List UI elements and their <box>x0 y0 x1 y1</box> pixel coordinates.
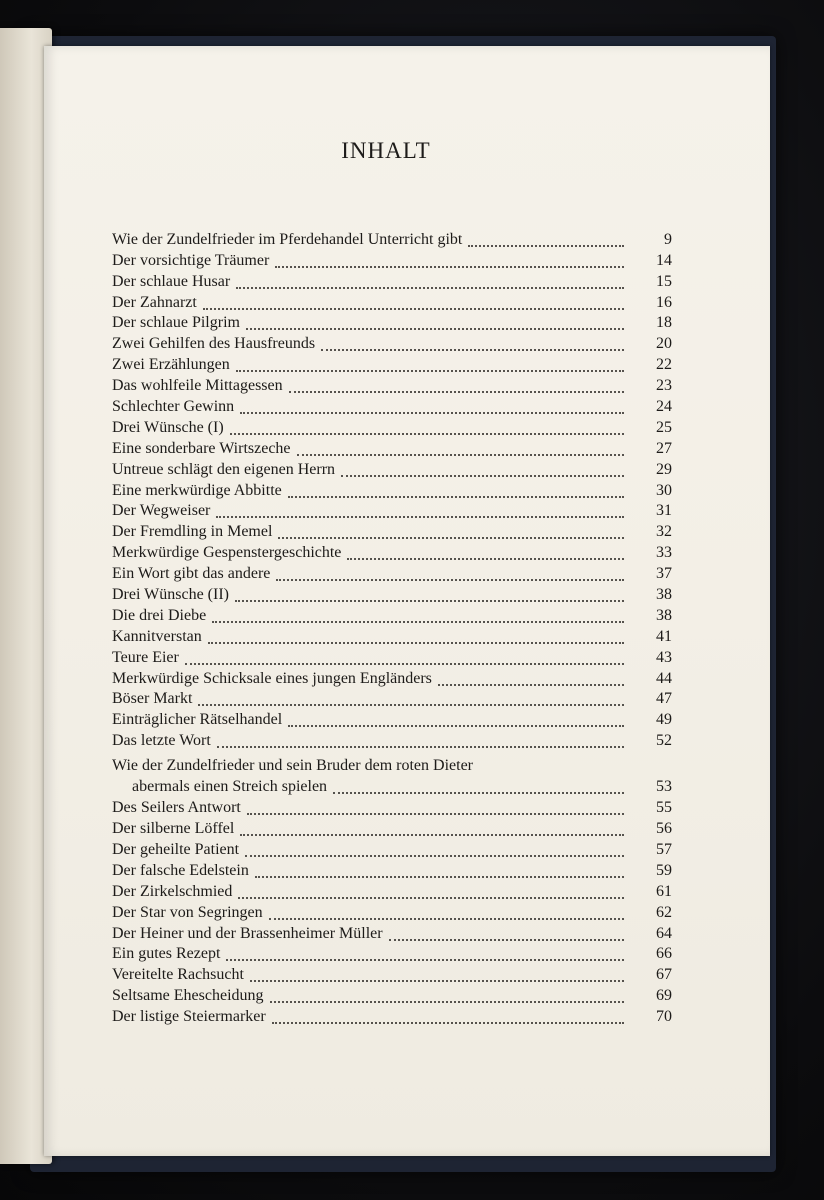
toc-entry <box>112 333 672 354</box>
toc-entry-page: 22 <box>656 356 672 374</box>
toc-entry-title-line2: abermals einen Streich spielen <box>132 778 328 796</box>
toc-entry-title: Der Wegweiser <box>112 502 211 520</box>
toc-entry-title: Kannitverstan <box>112 627 202 645</box>
toc-entry-title: Zwei Erzählungen <box>112 356 230 374</box>
dot-leader <box>236 356 624 372</box>
dot-leader <box>297 440 624 456</box>
toc-entry-title: Untreue schlägt den eigenen Herrn <box>112 460 336 478</box>
dot-leader <box>235 586 624 602</box>
toc-entry-page: 32 <box>656 523 672 541</box>
toc-entry <box>112 229 672 250</box>
toc-entry <box>112 647 672 668</box>
toc-entry <box>112 985 672 1006</box>
toc-entry-page: 62 <box>656 903 672 921</box>
dot-leader <box>276 565 624 581</box>
toc-entry-title: Drei Wünsche (II) <box>112 586 229 604</box>
toc-entry-page: 53 <box>656 778 672 796</box>
toc-entry-title: Der Star von Segringen <box>112 903 263 921</box>
toc-entry <box>112 839 672 860</box>
toc-entry <box>112 751 672 797</box>
toc-entry-page: 25 <box>656 418 672 436</box>
toc-entry-continuation <box>112 777 672 797</box>
dot-leader <box>245 841 624 857</box>
toc-entry-page: 64 <box>656 924 672 942</box>
toc-entry-page: 70 <box>656 1008 672 1026</box>
toc-entry-page: 66 <box>656 945 672 963</box>
toc-entry <box>112 271 672 292</box>
toc-entry-title: Seltsame Ehescheidung <box>112 987 264 1005</box>
toc-entry-title: Eine sonderbare Wirtszeche <box>112 439 291 457</box>
toc-entry-page: 31 <box>656 502 672 520</box>
toc-entry <box>112 797 672 818</box>
toc-entry <box>112 250 672 271</box>
dot-leader <box>238 883 624 899</box>
toc-entry-title: Wie der Zundelfrieder im Pferdehandel Unterricht gibt <box>112 230 463 248</box>
dot-leader <box>270 987 624 1003</box>
toc-entry <box>112 584 672 605</box>
toc-entry-title: Das letzte Wort <box>112 732 211 750</box>
dot-leader <box>275 252 624 268</box>
dot-leader <box>217 732 624 748</box>
toc-entry-title: Der vorsichtige Träumer <box>112 251 270 269</box>
toc-entry-page: 14 <box>656 251 672 269</box>
toc-entry-page: 24 <box>656 398 672 416</box>
toc-entry-page: 38 <box>656 606 672 624</box>
toc-entry-title: Der listige Steiermarker <box>112 1008 266 1026</box>
toc-entry <box>112 354 672 375</box>
dot-leader <box>288 711 624 727</box>
page-title: INHALT <box>341 138 431 163</box>
toc-entry-page: 47 <box>656 690 672 708</box>
toc-entry-page: 69 <box>656 987 672 1005</box>
toc-entry-title: Der schlaue Pilgrim <box>112 314 240 332</box>
toc-entry-title: Der falsche Edelstein <box>112 861 249 879</box>
toc-entry-title: Vereitelte Rachsucht <box>112 966 244 984</box>
dot-leader <box>230 419 624 435</box>
dot-leader <box>289 377 624 393</box>
dot-leader <box>226 945 624 961</box>
toc-entry-title: Ein Wort gibt das andere <box>112 565 271 583</box>
toc-entry-title: Merkwürdige Schicksale eines jungen Engländers <box>112 669 432 687</box>
dot-leader <box>198 690 624 706</box>
toc-entry-page: 59 <box>656 861 672 879</box>
toc-entry-page: 49 <box>656 711 672 729</box>
dot-leader <box>347 544 624 560</box>
toc-entry <box>112 668 672 689</box>
toc-entry-title: Einträglicher Rätselhandel <box>112 711 283 729</box>
toc-entry <box>112 881 672 902</box>
toc-entry-title: Wie der Zundelfrieder und sein Bruder dem roten Dieter <box>112 757 473 775</box>
toc-entry-title: Merkwürdige Gespenstergeschichte <box>112 544 342 562</box>
toc-entry-title: Der Zirkelschmied <box>112 882 233 900</box>
dot-leader <box>240 398 624 414</box>
dot-leader <box>255 862 624 878</box>
toc-entry-title: Der geheilte Patient <box>112 840 240 858</box>
toc-entry-title: Der Fremdling in Memel <box>112 523 273 541</box>
toc-entry <box>112 521 672 542</box>
toc-entry-page: 57 <box>656 840 672 858</box>
dot-leader <box>278 523 624 539</box>
book-page <box>44 46 770 1156</box>
toc-entry <box>112 396 672 417</box>
toc-entry <box>112 605 672 626</box>
dot-leader <box>438 670 624 686</box>
toc-entry <box>112 542 672 563</box>
toc-entry-page: 15 <box>656 272 672 290</box>
dot-leader <box>389 925 624 941</box>
toc-entry-page: 67 <box>656 966 672 984</box>
toc-entry <box>112 375 672 396</box>
toc-entry-page: 37 <box>656 565 672 583</box>
toc-entry-title: Des Seilers Antwort <box>112 799 241 817</box>
toc-entry <box>112 563 672 584</box>
toc-entry <box>112 818 672 839</box>
dot-leader <box>216 502 624 518</box>
dot-leader <box>236 273 624 289</box>
toc-entry-page: 43 <box>656 648 672 666</box>
toc-entry <box>112 902 672 923</box>
dot-leader <box>212 607 624 623</box>
toc-entry-page: 52 <box>656 732 672 750</box>
toc-entry-page: 41 <box>656 627 672 645</box>
toc-entry-title: Der Zahnarzt <box>112 293 197 311</box>
toc-entry-page: 33 <box>656 544 672 562</box>
toc-entry-page: 27 <box>656 439 672 457</box>
toc-entry <box>112 417 672 438</box>
dot-leader <box>333 778 624 794</box>
toc-entry-page: 44 <box>656 669 672 687</box>
toc-entry <box>112 689 672 710</box>
dot-leader <box>246 314 624 330</box>
toc-entry-page: 61 <box>656 882 672 900</box>
dot-leader <box>321 335 624 351</box>
toc-entry-title: Der Heiner und der Brassenheimer Müller <box>112 924 383 942</box>
toc-entry-title: Die drei Diebe <box>112 606 207 624</box>
dot-leader <box>288 482 624 498</box>
toc-entry <box>112 923 672 944</box>
dot-leader <box>250 966 624 982</box>
dot-leader <box>208 628 624 644</box>
toc-entry <box>112 626 672 647</box>
toc-entry-title: Schlechter Gewinn <box>112 398 235 416</box>
toc-entry <box>112 438 672 459</box>
toc-entry-title: Teure Eier <box>112 648 179 666</box>
toc-entry <box>112 480 672 501</box>
toc-entry-page: 16 <box>656 293 672 311</box>
toc-entry <box>112 292 672 313</box>
toc-entry-page: 18 <box>656 314 672 332</box>
toc-entry-title: Drei Wünsche (I) <box>112 418 224 436</box>
toc-entry-page: 29 <box>656 460 672 478</box>
toc-entry <box>112 709 672 730</box>
toc-entry <box>112 730 672 751</box>
toc-entry-page: 23 <box>656 377 672 395</box>
dot-leader <box>341 461 624 477</box>
toc-entry <box>112 860 672 881</box>
toc-entry-title: Der schlaue Husar <box>112 272 231 290</box>
toc-entry-title: Das wohlfeile Mittagessen <box>112 377 283 395</box>
toc-entry <box>112 944 672 965</box>
toc-entry-title: Böser Markt <box>112 690 193 708</box>
toc-entry-title: Der silberne Löffel <box>112 820 235 838</box>
toc-entry-page: 38 <box>656 586 672 604</box>
dot-leader <box>203 294 624 310</box>
toc-entry <box>112 459 672 480</box>
dot-leader <box>468 231 624 247</box>
toc-entry-page: 56 <box>656 820 672 838</box>
toc-entry-page: 30 <box>656 481 672 499</box>
dot-leader <box>247 799 624 815</box>
table-of-contents <box>112 229 672 1027</box>
dot-leader <box>269 904 624 920</box>
dot-leader <box>272 1008 624 1024</box>
toc-entry <box>112 1006 672 1027</box>
toc-entry <box>112 964 672 985</box>
dot-leader <box>240 820 624 836</box>
toc-entry-title: Ein gutes Rezept <box>112 945 221 963</box>
toc-entry-title: Eine merkwürdige Abbitte <box>112 481 282 499</box>
toc-entry-title: Zwei Gehilfen des Hausfreunds <box>112 335 316 353</box>
toc-entry <box>112 501 672 522</box>
toc-entry <box>112 313 672 334</box>
toc-entry-page: 20 <box>656 335 672 353</box>
toc-entry-page: 9 <box>664 230 672 248</box>
dot-leader <box>185 649 624 665</box>
toc-entry-page: 55 <box>656 799 672 817</box>
